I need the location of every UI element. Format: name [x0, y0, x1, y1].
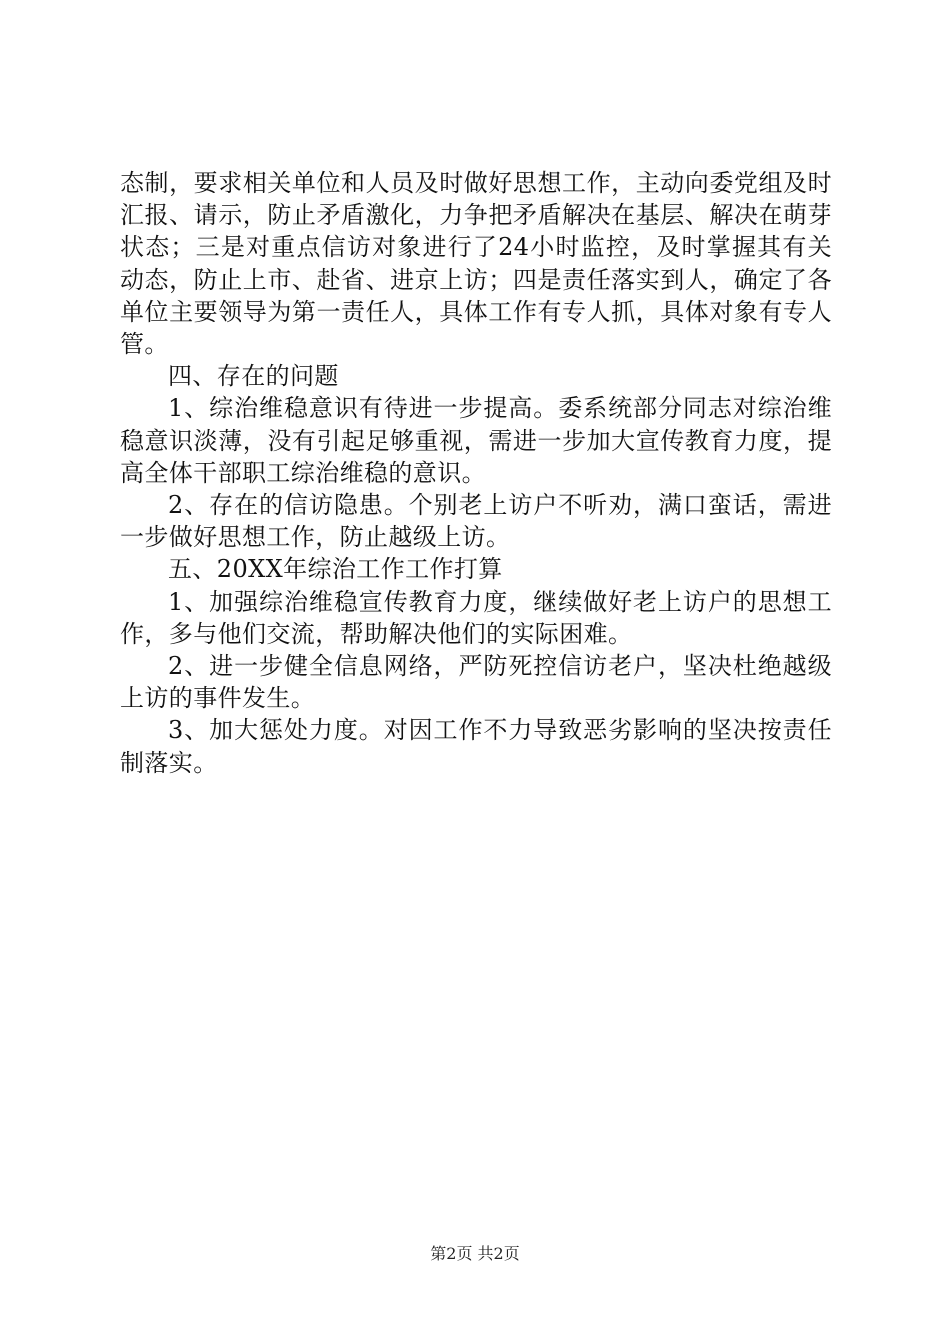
paragraph-plan-1: 1、加强综治维稳宣传教育力度，继续做好老上访户的思想工作，多与他们交流，帮助解决他们的实际困难。 — [120, 587, 832, 648]
paragraph-problem-1: 1、综治维稳意识有待进一步提高。委系统部分同志对综治维稳意识淡薄，没有引起足够重视，需进一步加大宣传教育力度，提高全体干部职工综治维稳的意识。 — [120, 394, 832, 487]
section-heading-problems: 四、存在的问题 — [168, 362, 339, 391]
paragraph-problem-2: 2、存在的信访隐患。个别老上访户不听劝，满口蛮话，需进一步做好思想工作，防止越级上访。 — [120, 491, 832, 552]
page-number-footer: 第2页 共2页 — [430, 1244, 520, 1263]
document-body — [120, 167, 832, 779]
paragraph-plan-2: 2、进一步健全信息网络，严防死控信访老户，坚决杜绝越级上访的事件发生。 — [120, 652, 832, 713]
paragraph-continuation: 态制，要求相关单位和人员及时做好思想工作，主动向委党组及时汇报、请示，防止矛盾激化，力争把矛盾解决在基层、解决在萌芽状态；三是对重点信访对象进行了24小时监控，及时掌握其有关动态，防止上市、赴省、进京上访；四是责任落实到人，确定了各单位主要领导为第一责任人，具体工作有专人抓，具体对象有专人管。 — [120, 169, 832, 359]
paragraph-plan-3: 3、加大惩处力度。对因工作不力导致恶劣影响的坚决按责任制落实。 — [120, 716, 832, 777]
section-heading-plans: 五、20XX年综治工作工作打算 — [168, 555, 503, 584]
